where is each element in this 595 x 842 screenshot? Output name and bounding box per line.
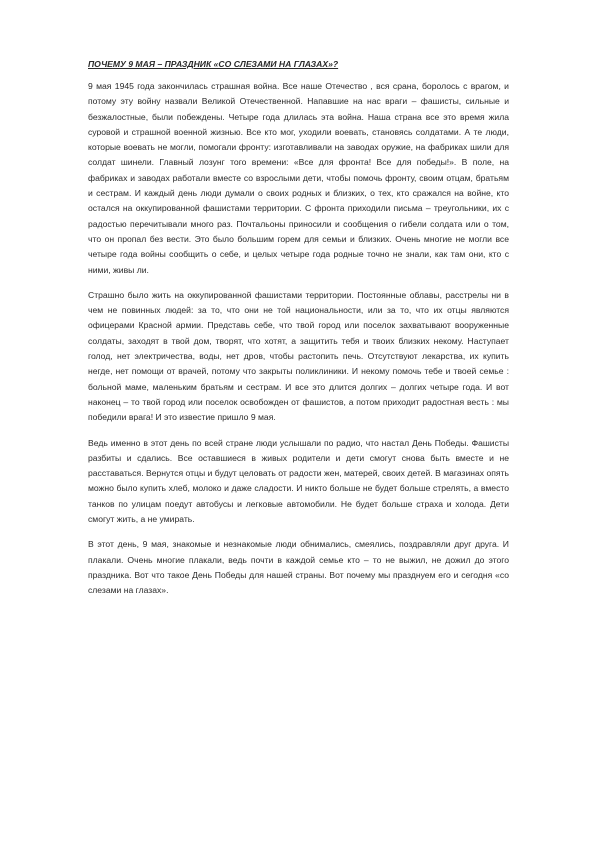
document-title: ПОЧЕМУ 9 МАЯ – ПРАЗДНИК «СО СЛЕЗАМИ НА ГЛАЗАХ»? bbox=[88, 59, 339, 69]
paragraph-1: 9 мая 1945 года закончилась страшная война. Все наше Отечество , вся срана, боролось с врагом, и потому эту войну назвали Великой Отечественной. Напавшие на нас враги – фашисты, сильные и безжалостные, были побеждены. Четыре года длилась эта война. Наша страна все это время жила суровой и страшной военной жизнью. Все кто мог, уходили воевать, становясь солдатами. А те люди, которые воевать не могли, помогали фронту: изготавливали на заводах оружие, на фабриках шили для солдат шинели. Главный лозунг того времени: «Все для фронта! Все для победы!». В поле, на фабриках и заводах работали вместе со взрослыми дети, чтобы помочь фронту, своим отцам, братьям и сестрам. И каждый день люди думали о своих родных и близких, о тех, кто сражался на войне, кто остался на оккупированной фашистами территории. С фронта приходили письма – треугольники, их с радостью перечитывали много раз. Почтальоны приносили и сообщения о гибели солдата или о том, что он пропал без вести. Это было большим горем для семьи и близких. Очень многие не могли все четыре года войны сообщить о себе, и целых четыре года родные точно не знали, как там они, кто с ними, живы ли. bbox=[88, 81, 509, 275]
paragraph-3: Ведь именно в этот день по всей стране люди услышали по радио, что настал День Победы. Фашисты разбиты и сдались. Все оставшиеся в живых родители и дети смогут снова быть вместе и не расставаться. Вернутся отцы и будут целовать от радости жен, матерей, своих детей. В магазинах опять можно было купить хлеб, молоко и даже сладости. И никто больше не будет больше стрелять, а вместо танков по улицам поедут автобусы и легковые автомобили. Не будет больше страха и холода. Дети смогут жить, а не умирать. bbox=[88, 437, 509, 525]
paragraph-2: Страшно было жить на оккупированной фашистами территории. Постоянные облавы, расстрелы ни в чем не повинных людей: за то, что они не той национальности, или за то, что их отцы являются офицерами Красной армии. Представь себе, что твой город или поселок захватывают вооруженные солдаты, заходят в твой дом, творят, что хотят, а защитить тебя и твоих близких некому. Наступает голод, нет электричества, воды, нет дров, чтобы растопить печь. Отсутствуют лекарства, их купить негде, нет помощи от врачей, потому что закрыты поликлиники. И некому помочь тебе и твоей семье : больной маме, маленьким братьям и сестрам. И все это длится долгих – долгих четыре года. И вот наконец – то твой город или поселок освобожден от фашистов, а потом приходит радостная весть : мы победили врага! И это известие пришло 9 мая. bbox=[88, 289, 509, 423]
paragraph-4: В этот день, 9 мая, знакомые и незнакомые люди обнимались, смеялись, поздравляли друг друга. И плакали. Очень многие плакали, ведь почти в каждой семье кто – то не выжил, не дожил до этого праздника. Вот что такое День Победы для нашей страны. Вот почему мы празднуем его и сегодня «со слезами на глазах». bbox=[88, 539, 509, 596]
document-body bbox=[88, 58, 509, 609]
